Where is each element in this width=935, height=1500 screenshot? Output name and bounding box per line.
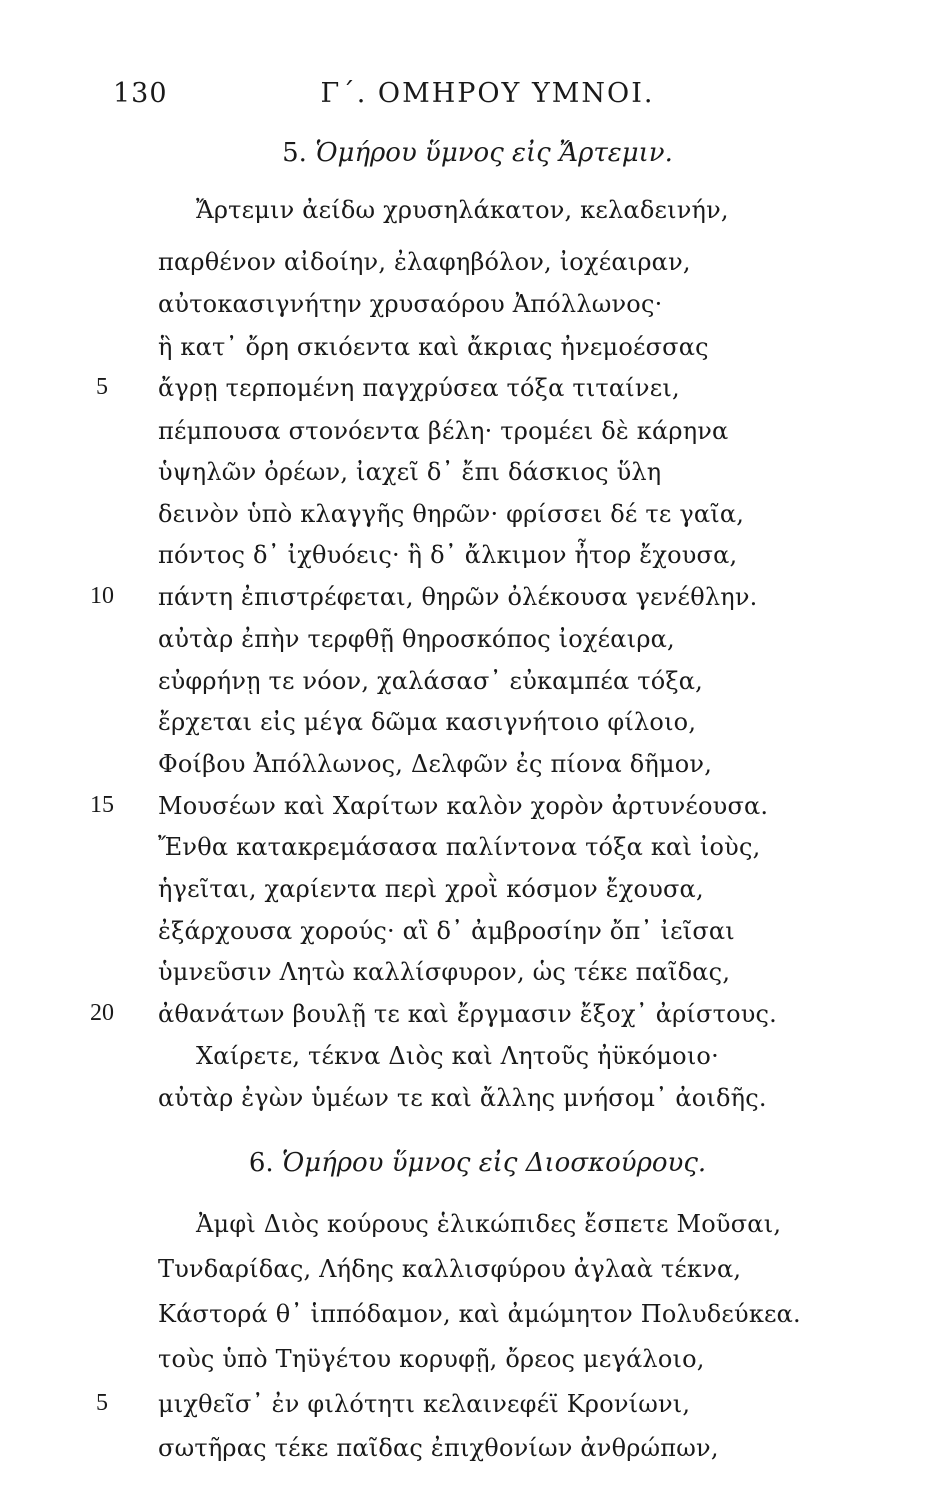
verse-line: Φοίβου Ἀπόλλωνος, Δελφῶν ἐς πίονα δῆμον,: [158, 750, 713, 778]
verse-line: πέμπουσα στονόεντα βέλη· τρομέει δὲ κάρηνα: [158, 417, 729, 445]
hymn-5-heading: [0, 138, 935, 168]
verse-line: τοὺς ὑπὸ Τηϋγέτου κορυφῇ, ὄρεος μεγάλοιο,: [158, 1345, 705, 1373]
verse-line: αὐτὰρ ἐγὼν ὑμέων τε καὶ ἄλλης μνήσομ᾽ ἀοιδῆς.: [158, 1084, 767, 1112]
hymn-6-heading: [0, 1148, 935, 1178]
verse-line: παρθένον αἰδοίην, ἐλαφηβόλον, ἰοχέαιραν,: [158, 248, 691, 276]
verse-line: ὑμνεῦσιν Λητὼ καλλίσφυρον, ὡς τέκε παῖδας,: [158, 958, 731, 986]
hymn-6-number: 6.: [248, 1148, 274, 1178]
verse-line: εὐφρήνῃ τε νόον, χαλάσασ᾽ εὐκαμπέα τόξα,: [158, 667, 704, 695]
verse-line: Τυνδαρίδας, Λήδης καλλισφύρου ἀγλαὰ τέκνα,: [158, 1255, 742, 1283]
verse-line: αὐτὰρ ἐπὴν τερφθῇ θηροσκόπος ἰοχέαιρα,: [158, 625, 675, 653]
page-header: [0, 78, 935, 118]
line-number: 15: [90, 792, 114, 818]
verse-line: ἡγεῖται, χαρίεντα περὶ χροῒ κόσμον ἔχουσα,: [158, 875, 704, 903]
hymn-6-title: Ὁμήρου ὕμνος εἰς Διοσκούρους.: [281, 1148, 707, 1178]
line-number: 10: [90, 583, 114, 609]
verse-line: δεινὸν ὑπὸ κλαγγῆς θηρῶν· φρίσσει δέ τε γαῖα,: [158, 500, 745, 528]
line-number: 5: [96, 1390, 108, 1416]
verse-line: σωτῆρας τέκε παῖδας ἐπιχθονίων ἀνθρώπων,: [158, 1434, 719, 1462]
verse-line: Μουσέων καὶ Χαρίτων καλὸν χορὸν ἀρτυνέουσα.: [158, 792, 769, 820]
verse-line: Κάστορά θ᾽ ἱππόδαμον, καὶ ἀμώμητον Πολυδεύκεα.: [158, 1300, 801, 1328]
verse-line: Ἄρτεμιν ἀείδω χρυσηλάκατον, κελαδεινήν,: [196, 196, 729, 224]
verse-line: ἣ κατ᾽ ὄρη σκιόεντα καὶ ἄκριας ἠνεμοέσσας: [158, 333, 709, 361]
verse-line: Ἔνθα κατακρεμάσασα παλίντονα τόξα καὶ ἰοὺς,: [158, 833, 761, 861]
verse-line: Χαίρετε, τέκνα Διὸς καὶ Λητοῦς ἠϋκόμοιο·: [196, 1042, 719, 1070]
verse-line: ἀθανάτων βουλῇ τε καὶ ἔργμασιν ἔξοχ᾽ ἀρίστους.: [158, 1000, 778, 1028]
verse-line: πάντη ἐπιστρέφεται, θηρῶν ὀλέκουσα γενέθλην.: [158, 583, 758, 611]
verse-line: ἐξάρχουσα χορούς· αἳ δ᾽ ἀμβροσίην ὄπ᾽ ἰεῖσαι: [158, 917, 735, 945]
verse-line: ἄγρῃ τερπομένη παγχρύσεα τόξα τιταίνει,: [158, 374, 680, 402]
verse-line: πόντος δ᾽ ἰχθυόεις· ἣ δ᾽ ἄλκιμον ἦτορ ἔχουσα,: [158, 541, 738, 569]
verse-line: αὐτοκασιγνήτην χρυσαόρου Ἀπόλλωνος·: [158, 290, 663, 318]
verse-line: Ἀμφὶ Διὸς κούρους ἑλικώπιδες ἔσπετε Μοῦσαι,: [196, 1210, 782, 1238]
line-number: 5: [96, 374, 108, 400]
verse-line: μιχθεῖσ᾽ ἐν φιλότητι κελαινεφέϊ Κρονίωνι,: [158, 1390, 691, 1418]
running-head: Γ΄. ΟΜΗΡΟΥ ΥΜΝΟΙ.: [320, 78, 655, 109]
hymn-5-number: 5.: [282, 138, 307, 168]
verse-line: ὑψηλῶν ὀρέων, ἰαχεῖ δ᾽ ἔπι δάσκιος ὕλη: [158, 458, 662, 486]
line-number: 20: [90, 1000, 114, 1026]
verse-line: ἔρχεται εἰς μέγα δῶμα κασιγνήτοιο φίλοιο,: [158, 708, 697, 736]
hymn-5-title: Ὁμήρου ὕμνος εἰς Ἄρτεμιν.: [315, 138, 673, 168]
page-number: 130: [113, 78, 168, 109]
